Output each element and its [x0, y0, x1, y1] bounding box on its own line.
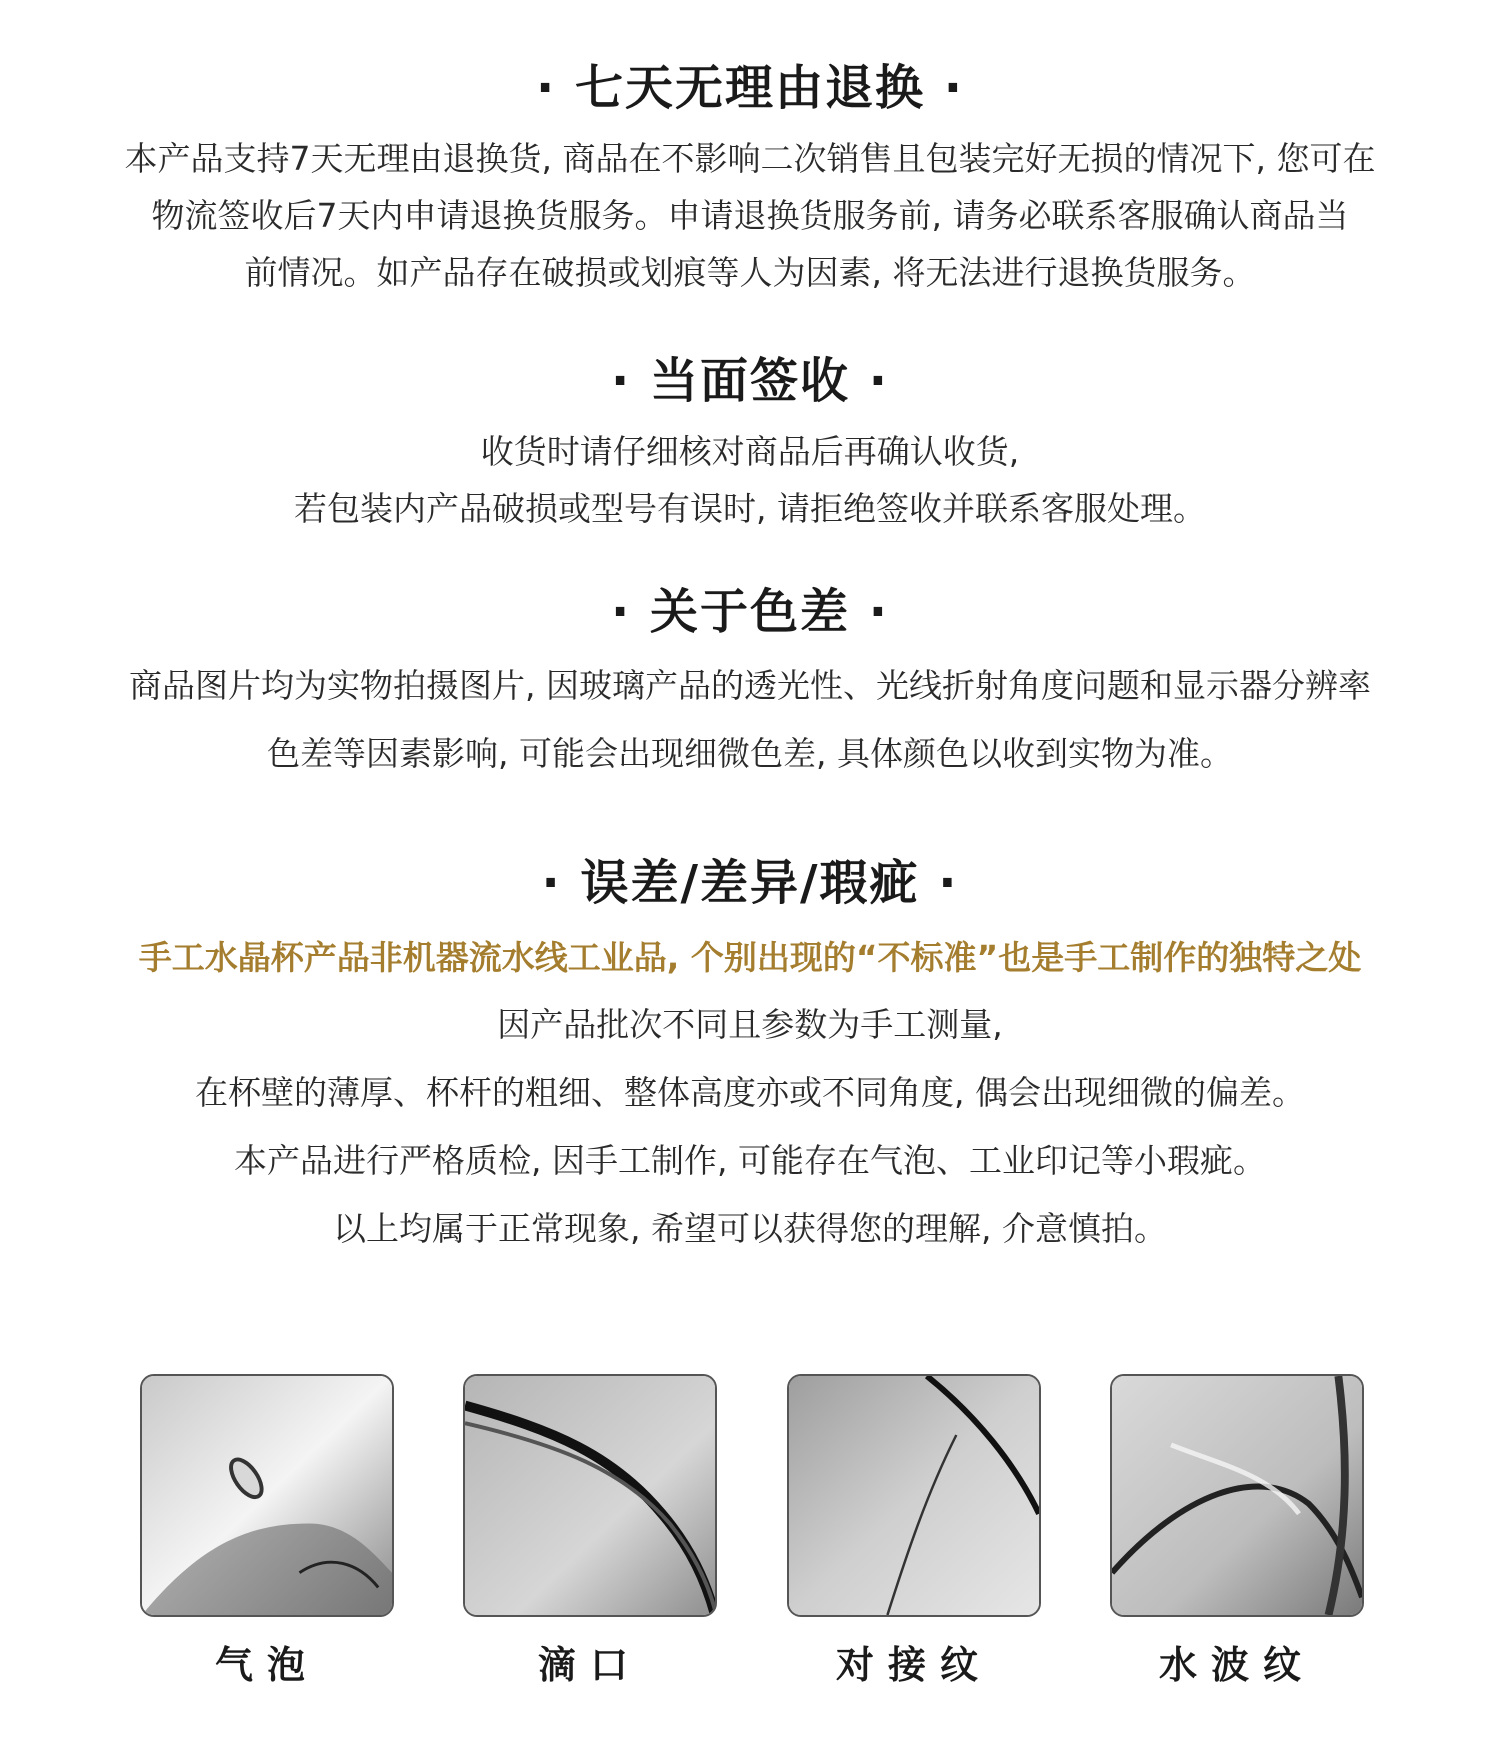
- color-diff-heading: · 关于色差 ·: [611, 584, 889, 640]
- flaws-section: [0, 853, 1500, 1263]
- color-diff-section: [0, 582, 1500, 788]
- flaws-line: 在杯壁的薄厚、杯杆的粗细、整体高度亦或不同角度, 偶会出现细微的偏差。: [195, 1073, 1305, 1112]
- color-diff-line: 色差等因素影响, 可能会出现细微色差, 具体颜色以收到实物为准。: [267, 734, 1233, 773]
- flaws-line: 本产品进行严格质检, 因手工制作, 可能存在气泡、工业印记等小瑕疵。: [234, 1141, 1266, 1180]
- returns-heading: · 七天无理由退换 ·: [536, 60, 964, 116]
- seam-line-closeup-image: [787, 1374, 1041, 1617]
- bubble-closeup-image: [140, 1374, 394, 1617]
- color-diff-line: 商品图片均为实物拍摄图片, 因玻璃产品的透光性、光线折射角度问题和显示器分辨率: [129, 666, 1371, 705]
- returns-section: [0, 58, 1500, 301]
- signoff-line: 收货时请仔细核对商品后再确认收货,: [480, 432, 1020, 471]
- returns-line: 本产品支持7天无理由退换货, 商品在不影响二次销售且包装完好无损的情况下, 您可在: [124, 139, 1376, 178]
- flaws-accent-line: 手工水晶杯产品非机器流水线工业品, 个别出现的“不标准”也是手工制作的独特之处: [138, 938, 1362, 977]
- returns-line: 物流签收后7天内申请退换货服务。申请退换货服务前, 请务必联系客服确认商品当: [151, 196, 1349, 235]
- signoff-text: [0, 423, 1500, 537]
- sample-images: [0, 1374, 1500, 1624]
- flaws-text: [0, 991, 1500, 1263]
- bubble-label: 气泡: [214, 1643, 319, 1687]
- drip-edge-closeup-image: [463, 1374, 717, 1617]
- flaws-line: 以上均属于正常现象, 希望可以获得您的理解, 介意慎拍。: [333, 1209, 1167, 1248]
- water-ripple-closeup-image: [1110, 1374, 1364, 1617]
- color-diff-text: [0, 652, 1500, 788]
- signoff-section: [0, 351, 1500, 537]
- water-ripple-label: 水波纹: [1158, 1643, 1315, 1687]
- signoff-line: 若包装内产品破损或型号有误时, 请拒绝签收并联系客服处理。: [294, 489, 1206, 528]
- returns-text: [0, 130, 1500, 301]
- returns-line: 前情况。如产品存在破损或划痕等人为因素, 将无法进行退换货服务。: [244, 253, 1256, 292]
- signoff-heading: · 当面签收 ·: [611, 353, 889, 409]
- drip-edge-label: 滴口: [537, 1643, 642, 1687]
- flaws-heading: · 误差/差异/瑕疵 ·: [541, 855, 959, 911]
- flaws-line: 因产品批次不同且参数为手工测量,: [497, 1005, 1003, 1044]
- seam-line-label: 对接纹: [835, 1643, 992, 1687]
